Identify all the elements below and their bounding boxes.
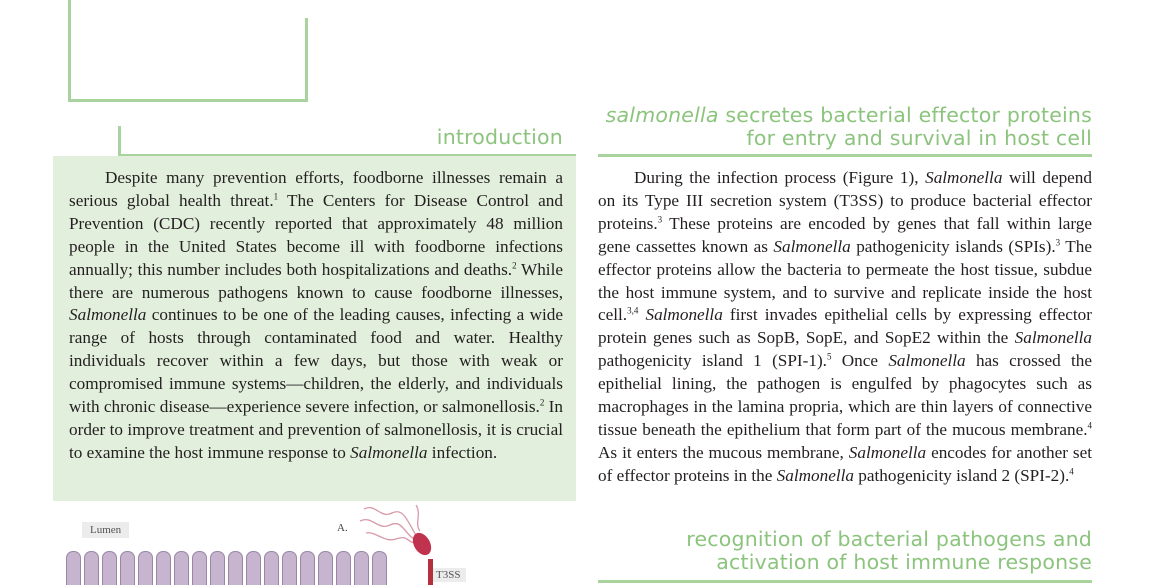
introduction-paragraph: Despite many prevention efforts, foodborne illnesses remain a serious global health threat.$^1$ The Centers for Disease Control and Prevention (CDC) recently reported that approximately 48 million people in the United States become ill with foodborne infections annually; this number includes both hospitalizations and deaths.$^2$ While there are numerous pathogens known to cause foodborne illnesses, Salmonella continues to be one of the leading causes, infecting a wide range of hosts through contaminated food and water. Healthy individuals recover within a few days, but those with weak or compromised immune systems—children, the elderly, and individuals with chronic disease—experience severe infection, or salmonellosis.$^2$ In order to improve treatment and prevention of salmonellosis, it is crucial to examine the host immune response to Salmonella infection.: [69, 168, 563, 462]
panel-label: A.: [337, 522, 348, 534]
epithelial-villus: [192, 551, 207, 585]
epithelial-villus: [264, 551, 279, 585]
t3ss-label: T3SS: [430, 568, 466, 582]
effector-heading-rule: [598, 154, 1092, 157]
epithelial-villus: [282, 551, 297, 585]
epithelial-villus: [66, 551, 81, 585]
epithelial-villus: [174, 551, 189, 585]
epithelial-villus: [84, 551, 99, 585]
epithelial-villus: [300, 551, 315, 585]
salmonella-bacterium-icon: [356, 501, 446, 585]
recognition-heading-rule: [598, 580, 1092, 583]
frame-line-right: [305, 18, 308, 102]
salmonella-heading-italic: salmonella: [605, 103, 719, 127]
epithelial-villus: [318, 551, 333, 585]
lumen-label: Lumen: [82, 522, 129, 538]
epithelial-villus: [156, 551, 171, 585]
salmonella-effector-heading: salmonella secretes bacterial effector proteins for entry and survival in host cell: [605, 103, 1092, 150]
recognition-heading: recognition of bacterial pathogens and activation of host immune response: [686, 527, 1092, 574]
frame-line-left: [68, 0, 71, 101]
epithelial-villus: [102, 551, 117, 585]
epithelial-villus: [246, 551, 261, 585]
infection-figure: [66, 501, 576, 585]
frame-line-bottom: [68, 99, 308, 102]
epithelial-villus: [228, 551, 243, 585]
epithelial-villus: [210, 551, 225, 585]
epithelial-villus: [120, 551, 135, 585]
introduction-heading: introduction: [436, 125, 563, 149]
epithelial-villus: [336, 551, 351, 585]
epithelial-villus: [138, 551, 153, 585]
effector-paragraph: During the infection process (Figure 1), Salmonella will depend on its Type III secretion system (T3SS) to produce bacterial effector proteins.$^3$ These proteins are encoded by genes that fall within large gene cassettes known as Salmonella pathogenicity islands (SPIs).$^3$ The effector proteins allow the bacteria to permeate the host tissue, subdue the host immune system, and to survive and replicate inside the host cell.$^{3,4}$ Salmonella first invades epithelial cells by expressing effector protein genes such as SopB, SopE, and SopE2 within the Salmonella pathogenicity island 1 (SPI-1).$^5$ Once Salmonella has crossed the epithelial lining, the pathogen is engulfed by phagocytes such as macrophages in the lamina propria, which are thin layers of connective tissue beneath the epithelium that form part of the mucous membrane.$^4$ As it enters the mucous membrane, Salmonella encodes for another set of effector proteins in the Salmonella pathogenicity island 2 (SPI-2).$^4$: [598, 168, 1092, 485]
intro-connector-line: [118, 126, 121, 157]
